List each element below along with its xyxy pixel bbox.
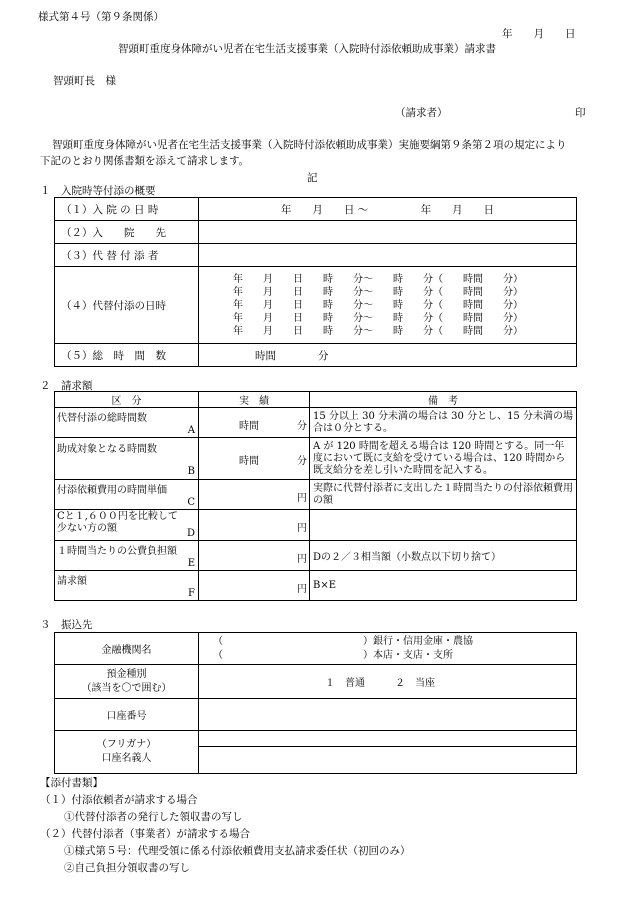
row-label: 請求額 (57, 576, 87, 587)
row-a-note: 15 分以上 30 分未満の場合は 30 分とし、15 分未満の場合は０分とする。 (310, 408, 577, 438)
bank-label: 金融機関名 (55, 633, 199, 665)
hospital-label: （２）入 院 先 (55, 221, 199, 244)
datetime-lines (199, 267, 577, 344)
row-c-note: 実際に代替付添者に支出した１時間当たりの付添依頼費用の額 (310, 480, 577, 510)
bank-value (199, 633, 577, 665)
row-f-value (199, 571, 310, 601)
datetime-label: （４）代替付添の日時 (55, 267, 199, 344)
row-a-value (199, 408, 310, 438)
row-letter: E (187, 558, 195, 569)
row-d-value (199, 510, 310, 541)
date-line: 年 月 日 (502, 28, 576, 40)
row-b-value (199, 438, 310, 480)
holder-label: 口座名義人 (101, 753, 152, 764)
attendant-value (199, 244, 577, 267)
total-label: （５）総 時 間 数 (55, 344, 199, 367)
row-c-label (55, 480, 199, 510)
col-category: 区 分 (55, 392, 199, 408)
requester-label: （請求者） (395, 107, 448, 119)
period-label: （１）入 院 の 日 時 (55, 198, 199, 221)
bank-table (54, 632, 577, 774)
account-holder-label (55, 731, 199, 774)
deposit-label-2: （該当を〇で囲む） (81, 682, 172, 694)
bank-line-1: （ ）銀行・信用金庫・農協 (213, 635, 473, 647)
attachment-item: ①代替付添者の発行した領収書の写し (64, 811, 243, 823)
account-number-label: 口座番号 (55, 699, 199, 731)
datetime-line: 年 月 日 時 分～ 時 分（ 時間 分） (233, 273, 523, 285)
row-letter: B (187, 466, 195, 477)
row-letter: A (187, 425, 195, 436)
yen-unit: 円 (297, 493, 307, 504)
row-label: Cと１,６００円を比較して少ない方の額 (57, 511, 178, 534)
seal-mark: 印 (575, 107, 586, 119)
row-label: １時間当たりの公費負担額 (57, 546, 177, 557)
ki-label: 記 (307, 172, 318, 184)
datetime-line: 年 月 日 時 分～ 時 分（ 時間 分） (233, 286, 523, 298)
row-letter: F (188, 588, 195, 599)
row-label: 付添依頼費用の時間単価 (57, 485, 167, 496)
section3-heading: ３ 振込先 (40, 619, 93, 631)
datetime-line: 年 月 日 時 分～ 時 分（ 時間 分） (233, 325, 523, 337)
total-value: 時間 分 (199, 344, 577, 367)
row-letter: D (186, 528, 195, 539)
row-letter: C (187, 497, 195, 508)
yen-unit: 円 (297, 554, 307, 565)
row-c-value (199, 480, 310, 510)
yen-unit: 円 (297, 584, 307, 595)
deposit-label-1: 預金種別 (106, 668, 147, 680)
hours-unit: 時間 (239, 456, 259, 467)
section1-heading: １ 入院時等付添の概要 (40, 185, 156, 197)
attachment-item: （２）代替付添者（事業者）が請求する場合 (40, 828, 250, 840)
period-value: 年 月 日 ～ 年 月 日 (199, 198, 577, 221)
claim-table (54, 391, 577, 601)
minutes-unit: 分 (297, 421, 307, 432)
attachment-item: ①様式第５号：代理受領に係る付添依頼費用支払請求委任状（初回のみ） (64, 845, 411, 857)
row-b-note: A が 120 時間を超える場合は 120 時間とする。同一年度において既に支給を受けている場合は、120 時間から既支給分を差し引いた時間を記入する。 (310, 438, 577, 480)
minutes-unit: 分 (297, 456, 307, 467)
col-actual: 実 績 (199, 392, 310, 408)
holder-value (199, 747, 577, 774)
form-number: 様式第４号（第９条関係） (38, 11, 164, 23)
row-label: 代替付添の総時間数 (57, 413, 147, 424)
row-a-label (55, 408, 199, 438)
attachments-heading: 【添付書類】 (40, 777, 103, 789)
attachment-item: ②自己負担分領収書の写し (64, 862, 190, 874)
deposit-options: １ 普通 ２ 当座 (199, 665, 577, 699)
row-e-value (199, 541, 310, 571)
hospital-value (199, 221, 577, 244)
yen-unit: 円 (297, 523, 307, 534)
section2-heading: ２ 請求額 (40, 380, 93, 392)
row-b-label (55, 438, 199, 480)
document-title: 智頭町重度身体障がい児者在宅生活支援事業（入院時付添依頼助成事業）請求書 (118, 43, 496, 55)
attachment-item: （１）付添依頼者が請求する場合 (40, 794, 198, 806)
intro-line-2: 下記のとおり関係書類を添えて請求します。 (40, 155, 250, 167)
row-d-label (55, 510, 199, 541)
datetime-line: 年 月 日 時 分～ 時 分（ 時間 分） (233, 312, 523, 324)
deposit-type-label (55, 665, 199, 699)
row-label: 助成対象となる時間数 (57, 444, 157, 455)
hours-unit: 時間 (239, 421, 259, 432)
row-e-note: Dの２／３相当額（小数点以下切り捨て） (310, 541, 577, 571)
attendant-label: （３）代 替 付 添 者 (55, 244, 199, 267)
datetime-line: 年 月 日 時 分～ 時 分（ 時間 分） (233, 299, 523, 311)
intro-line-1: 智頭町重度身体障がい児者在宅生活支援事業（入院時付添依頼助成事業）実施要綱第９条第２項の規定により (52, 139, 567, 151)
col-remarks: 備 考 (310, 392, 577, 408)
admission-table (54, 197, 577, 367)
addressee: 智頭町長 様 (53, 75, 116, 87)
furigana-label: （フリガナ） (96, 739, 157, 750)
row-d-note (310, 510, 577, 541)
row-f-note: B×E (310, 571, 577, 601)
bank-line-2: （ ）本店・支店・支所 (213, 649, 453, 661)
row-f-label (55, 571, 199, 601)
furigana-value (199, 731, 577, 747)
row-e-label (55, 541, 199, 571)
account-number-value (199, 699, 577, 731)
